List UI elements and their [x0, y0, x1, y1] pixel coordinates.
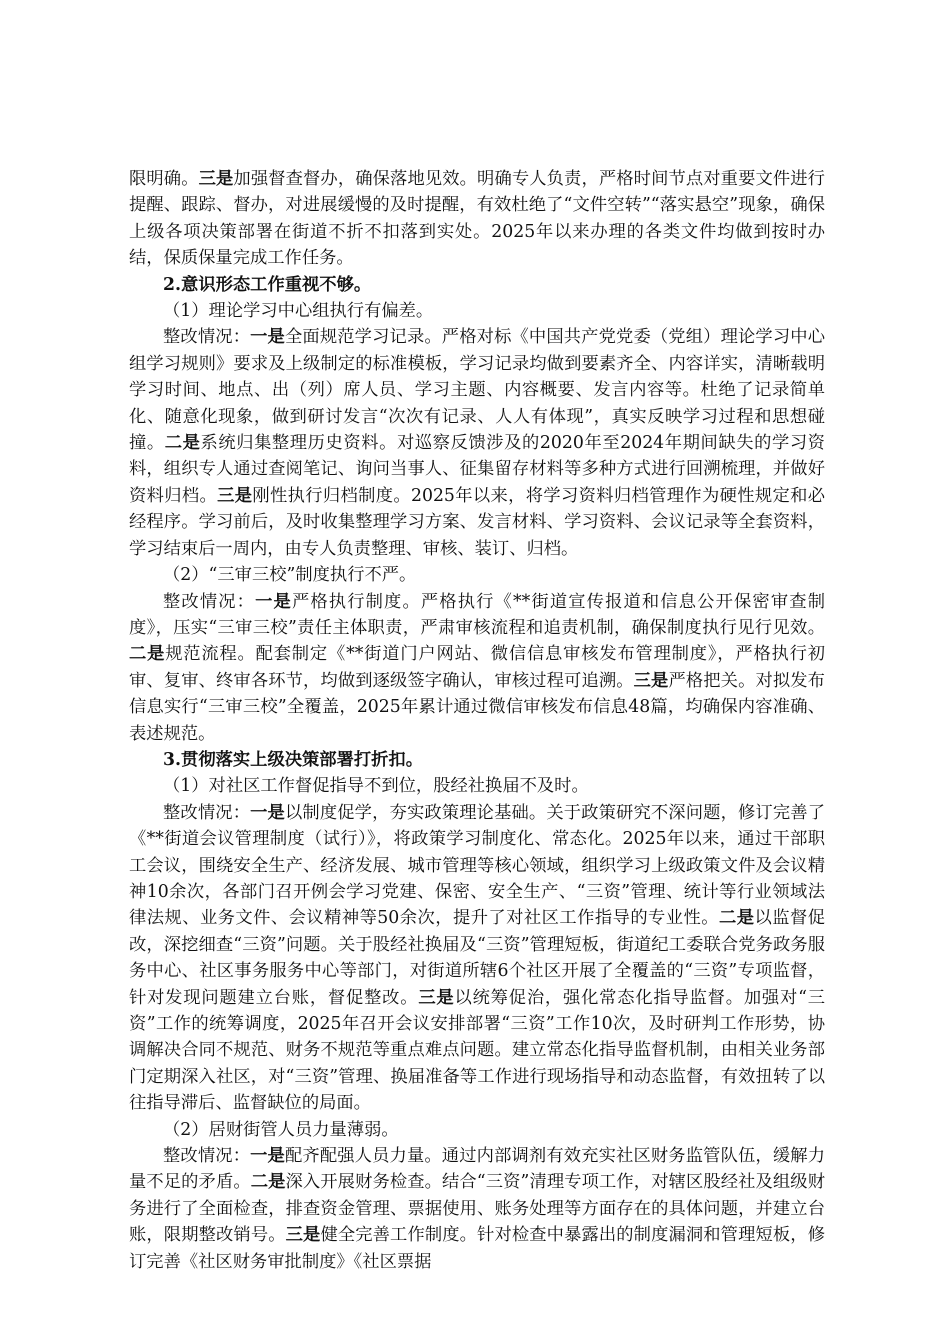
bold-run: 3.贯彻落实上级决策部署打折扣。 — [163, 749, 423, 770]
section-heading — [129, 272, 825, 298]
text-run: 规范流程。配套制定《**街道门户网站、微信信息审核发布管理制度》，严格执行初审、复审、终审各环节，均做到逐级签字确认，审核过程可追溯。 — [129, 644, 825, 691]
bold-run: 二是 — [250, 1172, 286, 1193]
bold-run: 三是 — [217, 485, 253, 506]
text-run: （1）理论学习中心组执行有偏差。 — [163, 301, 434, 322]
text-run: 加强督查督办，确保落地见效。明确专人负责，严格时间节点对重要文件进行提醒、跟踪、督办，对进展缓慢的及时提醒，有效杜绝了“文件空转”“落实悬空”现象，确保上级各项决策部署在街道不折不扣落到实处。2025年以来办理的各类文件均做到按时办结，保质保量完成工作任务。 — [129, 169, 825, 269]
bold-run: 三是 — [285, 1225, 321, 1246]
text-run: 严格把关。对拟发布信息实行“三审三校”全覆盖，2025年累计通过微信审核发布信息48篇，均确保内容准确、表述规范。 — [129, 670, 825, 744]
subsection-heading — [129, 773, 825, 799]
text-run: 以统筹促治，强化常态化指导监督。加强对“三资”工作的统筹调度，2025年召开会议安排部署“三资”工作10次，及时研判工作形势，协调解决合同不规范、财务不规范等重点难点问题。建立常态化指导监督机制，由相关业务部门定期深入社区，对“三资”管理、换届准备等工作进行现场指导和动态监督，有效扭转了以往指导滞后、监督缺位的局面。 — [129, 987, 825, 1114]
body-paragraph — [129, 166, 825, 272]
bold-run: 二是 — [129, 644, 166, 665]
text-run: 整改情况： — [163, 1146, 251, 1167]
section-heading — [129, 747, 825, 773]
text-run: 整改情况： — [163, 327, 251, 348]
text-run: （2）居财街管人员力量薄弱。 — [163, 1119, 399, 1140]
body-paragraph — [129, 324, 825, 562]
text-run: 深入开展财务检查。结合“三资”清理专项工作，对辖区股经社及组级财务进行了全面检查，排查资金管理、票据使用、账务处理等方面存在的具体问题，并建立台账，限期整改销号。 — [129, 1172, 825, 1246]
bold-run: 一是 — [250, 802, 285, 823]
text-run: （2）“三审三校”制度执行不严。 — [163, 565, 417, 586]
text-run: （1）对社区工作督促指导不到位，股经社换届不及时。 — [163, 776, 589, 797]
subsection-heading — [129, 562, 825, 588]
bold-run: 三是 — [418, 987, 455, 1008]
subsection-heading — [129, 1117, 825, 1143]
document-page — [129, 166, 825, 1275]
bold-run: 2.意识形态工作重视不够。 — [163, 274, 372, 295]
bold-run: 二是 — [164, 433, 201, 454]
text-run: 健全完善工作制度。针对检查中暴露出的制度漏洞和管理短板，修订完善《社区财务审批制度》《社区票据 — [129, 1225, 825, 1272]
body-paragraph — [129, 589, 825, 747]
bold-run: 二是 — [719, 908, 755, 929]
text-run: 整改情况： — [163, 591, 256, 612]
bold-run: 三是 — [633, 670, 669, 691]
text-run: 全面规范学习记录。严格对标《中国共产党党委（党组）理论学习中心组学习规则》要求及上级制定的标准模板，学习记录均做到要素齐全、内容详实，清晰载明学习时间、地点、出（列）席人员、学习主题、内容概要、发言内容等。杜绝了记录简单化、随意化现象，做到研讨发言“次次有记录、人人有体现”，真实反映学习过程和思想碰撞。 — [129, 327, 825, 454]
text-run: 配齐配强人员力量。通过内部调剂有效充实社区财务监管队伍，缓解力量不足的矛盾。 — [129, 1146, 825, 1193]
bold-run: 一是 — [250, 1146, 285, 1167]
text-run: 以制度促学，夯实政策理论基础。关于政策研究不深问题，修订完善了《**街道会议管理制度（试行）》，将政策学习制度化、常态化。2025年以来，通过干部职工会议，围绕安全生产、经济发展、城市管理等核心领域，组织学习上级政策文件及会议精神10余次，各部门召开例会学习党建、保密、安全生产、“三资”管理、统计等行业领域法律法规、业务文件、会议精神等50余次，提升了对社区工作指导的专业性。 — [129, 802, 825, 929]
bold-run: 三是 — [198, 169, 234, 189]
bold-run: 一是 — [250, 327, 285, 348]
text-run: 以监督促改，深挖细查“三资”问题。关于股经社换届及“三资”管理短板，街道纪工委联合党务政务服务中心、社区事务服务中心等部门，对街道所辖6个社区开展了全覆盖的“三资”专项监督，针对发现问题建立台账，督促整改。 — [129, 908, 825, 1008]
text-run: 系统归集整理历史资料。对巡察反馈涉及的2020年至2024年期间缺失的学习资料，组织专人通过查阅笔记、询问当事人、征集留存材料等多种方式进行回溯梳理，并做好资料归档。 — [129, 433, 825, 506]
subsection-heading — [129, 298, 825, 324]
bold-run: 一是 — [255, 591, 292, 612]
body-paragraph — [129, 800, 825, 1117]
text-run: 刚性执行归档制度。2025年以来，将学习资料归档管理作为硬性规定和必经程序。学习前后，及时收集整理学习方案、发言材料、学习资料、会议记录等全套资料，学习结束后一周内，由专人负责整理、审核、装订、归档。 — [129, 485, 825, 559]
text-run: 限明确。 — [129, 169, 199, 189]
body-paragraph — [129, 1143, 825, 1275]
text-run: 整改情况： — [163, 802, 251, 823]
text-run: 严格执行制度。严格执行《**街道宣传报道和信息公开保密审查制度》，压实“三审三校”责任主体职责，严肃审核流程和追责机制，确保制度执行见行见效。 — [129, 591, 825, 638]
